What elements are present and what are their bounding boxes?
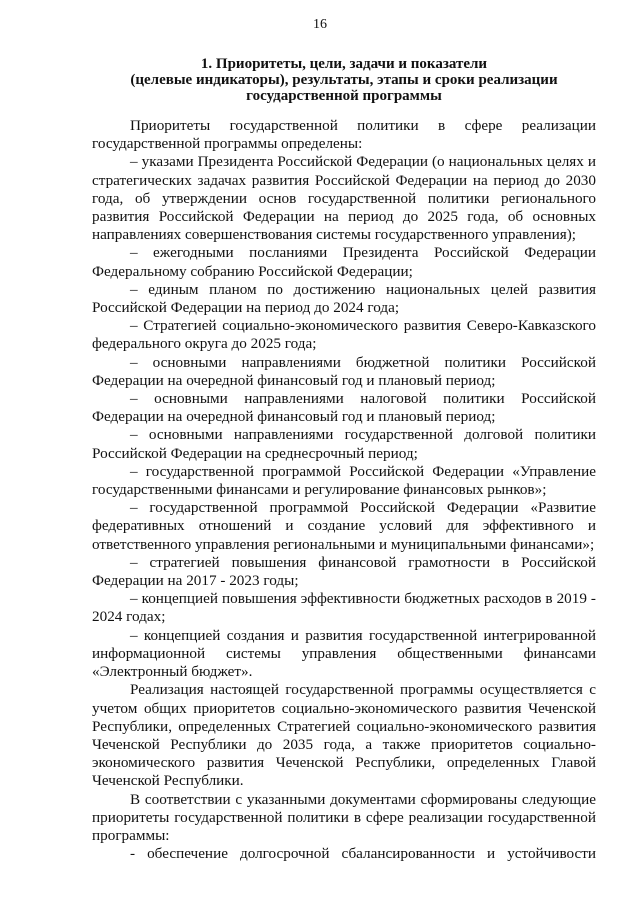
- list-item-federative-program: – государственной программой Российской Федерации «Развитие федеративных отношений и создание условий для эффективного и ответственного управления региональными и муниципальными финансами»;: [92, 499, 596, 553]
- list-item-debt-policy: – основными направлениями государственной долговой политики Российской Федерации на среднесрочный период;: [92, 426, 596, 462]
- list-item-unified-plan: – единым планом по достижению национальных целей развития Российской Федерации на период до 2024 года;: [92, 280, 596, 317]
- paragraph-implementation: Реализация настоящей государственной программы осуществляется с учетом общих приоритетов социально-экономического развития Чеченской Республики, определенных Стратегией социально-экономического развития Чеченской Республики до 2035 года, а также приоритетов социально-экономического развития Чеченской Республики, определенных Главой Чеченской Республики.: [92, 681, 596, 790]
- list-item-spending-efficiency: – концепцией повышения эффективности бюджетных расходов в 2019 - 2024 годах;: [92, 590, 596, 626]
- section-heading: [92, 56, 596, 104]
- list-item-budget-policy: – основными направлениями бюджетной политики Российской Федерации на очередной финансовый год и плановый период;: [92, 353, 596, 389]
- list-item-annual-addresses: – ежегодными посланиями Президента Российской Федерации Федеральному собранию Российской Федерации;: [92, 244, 596, 280]
- page-number: 16: [313, 17, 327, 32]
- section-heading-line: государственной программы: [246, 88, 442, 104]
- list-item-electronic-budget: – концепцией создания и развития государственной интегрированной информационной системы управления общественными финансами «Электронный бюджет».: [92, 626, 596, 681]
- paragraph-priorities: В соответствии с указанными документами сформированы следующие приоритеты государственной политики в сфере реализации государственной программы:: [92, 790, 596, 844]
- document-body: [92, 117, 596, 863]
- list-item-long-term-balance: - обеспечение долгосрочной сбалансированности и устойчивости: [130, 845, 596, 863]
- section-heading-line: 1. Приоритеты, цели, задачи и показатели: [200, 56, 488, 72]
- list-item-finance-program: – государственной программой Российской Федерации «Управление государственными финансами и регулирование финансовых рынков»;: [92, 462, 596, 499]
- list-item-tax-policy: – основными направлениями налоговой политики Российской Федерации на очередной финансовый год и плановый период;: [92, 390, 596, 426]
- paragraph-intro: Приоритеты государственной политики в сфере реализации государственной программы определены:: [92, 117, 596, 153]
- list-item-skfo-strategy: – Стратегией социально-экономического развития Северо-Кавказского федерального округа до 2025 года;: [92, 317, 596, 353]
- section-heading-line: (целевые индикаторы), результаты, этапы и сроки реализации: [130, 72, 558, 88]
- list-item-presidential-decrees: – указами Президента Российской Федерации (о национальных целях и стратегических задачах развития Российской Федерации на период до 2030 года, об утверждении основ государственной политики регионального развития Российской Федерации на период до 2025 года, об основных направлениях совершенствования системы государственного управления);: [92, 153, 596, 244]
- list-item-financial-literacy: – стратегией повышения финансовой грамотности в Российской Федерации на 2017 - 2023 годы;: [92, 553, 596, 590]
